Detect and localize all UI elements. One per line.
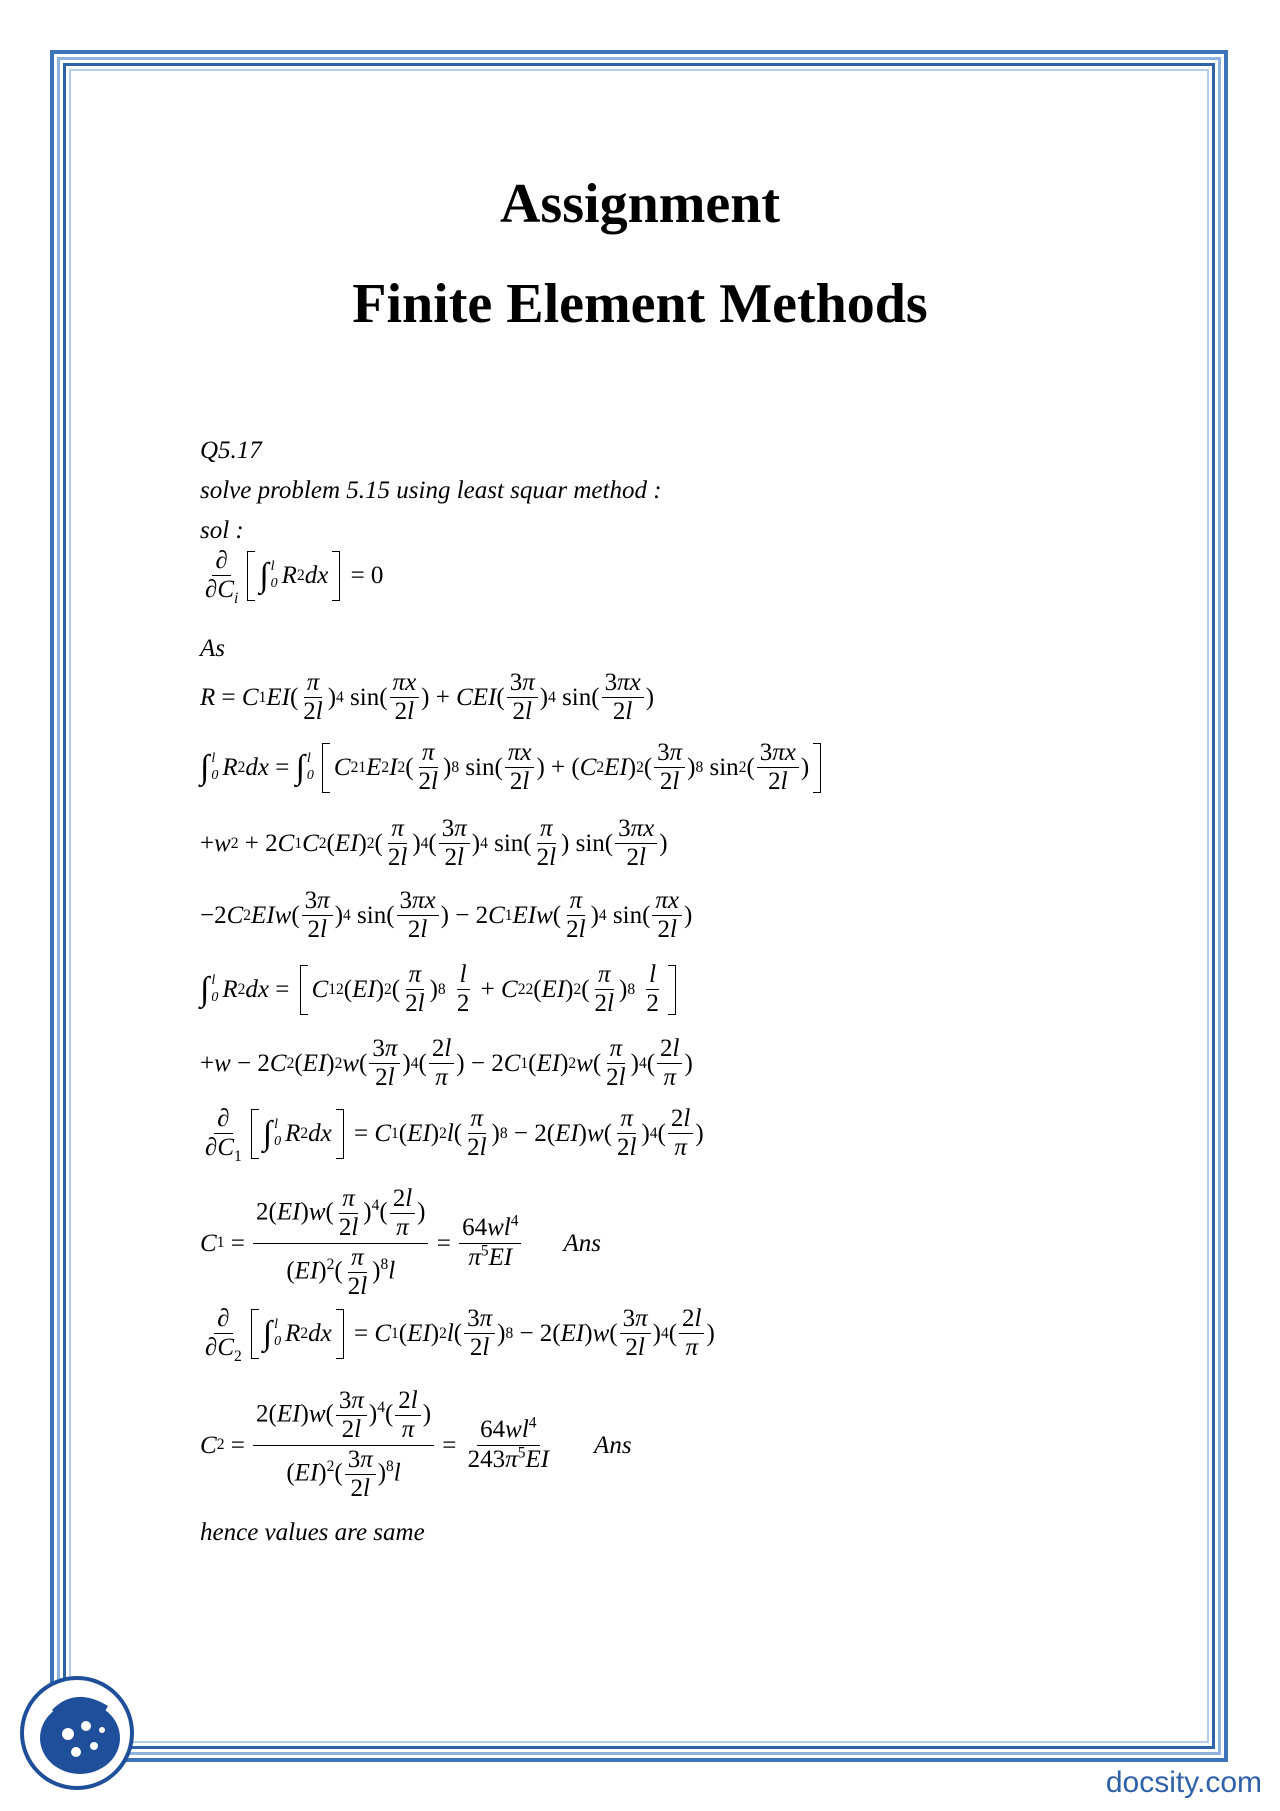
- equation-integral-expansion: ∫ l 0 R 2 dx = ∫ l 0 C 2 1 E 2 I 2 ( $\frac{\pi}{2l}$ ) 8 sin( $\frac{\pi x}{2l}$ ) + ( C 2 EI ) 2 ( $\frac{3\pi}{2l}$ ) 8 sin 2 ( $\frac{3\pi x}{2l}$ ): [200, 740, 825, 796]
- as-label: As: [200, 635, 225, 662]
- answer-label-c1: Ans: [563, 1229, 601, 1257]
- conclusion-text: hence values are same: [200, 1519, 425, 1546]
- equation-integral-result: ∫ l 0 R 2 dx = C 1 2 ( EI ) 2 ( $\frac{\pi}{2l}$ ) 8 $\frac{l}{2}$ + C 2 2 ( EI ) 2 ( $\frac{\pi}{2l}$ ) 8 $\frac{l}{2}$: [200, 962, 680, 1018]
- equation-derivative-c1: $\frac{\partial}{\partial C_1}$ ∫ l 0 R 2 dx = C 1 ( EI ) 2 l ( $\frac{\pi}{2l}$ ) 8 − 2( EI ) w ( $\frac{\pi}{2l}$ ) 4 ( $\frac{2l}{\pi}$ ): [205, 1105, 704, 1166]
- equation-continuation-2: −2 C 2 EIw ( $\frac{3\pi}{2l}$ ) 4 sin( $\frac{3\pi x}{2l}$ ) − 2 C 1 EIw ( $\frac{\pi}{2l}$ ) 4 sin( $\frac{\pi x}{2l}$ ): [200, 887, 693, 944]
- page-subtitle: Finite Element Methods: [352, 273, 928, 335]
- answer-label-c2: Ans: [594, 1431, 632, 1459]
- docsity-ladybug-logo-icon[interactable]: [20, 1676, 134, 1790]
- question-statement: solve problem 5.15 using least squar method :: [200, 477, 662, 504]
- equation-residual: R = C 1 EI ( $\frac{\pi}{2l}$ ) 4 sin( $\frac{\pi x}{2l}$ ) + CEI ( $\frac{3\pi}{2l}$ ) 4 sin( $\frac{3\pi x}{2l}$ ): [200, 669, 655, 726]
- equation-c2-result: C 2 = 2(EI)w( $\frac{3\pi}{2l}$ )$^4$( $\frac{2l}{\pi}$ ) (EI)$^2$( $\frac{3\pi}{2l}$ )$^8$l = $\frac{64wl^4}{243\pi^5EI}$ Ans: [200, 1387, 632, 1502]
- sol-label: sol :: [200, 517, 244, 544]
- page-title: Assignment: [499, 173, 781, 235]
- equation-minimize: $\frac{\partial}{\partial C_i}$ ∫ l 0 R 2 dx = 0: [205, 547, 384, 608]
- question-id: Q5.17: [200, 437, 262, 464]
- equation-c1-result: C 1 = 2(EI)w( $\frac{\pi}{2l}$ )$^4$( $\frac{2l}{\pi}$ ) (EI)$^2$( $\frac{\pi}{2l}$ )$^8$l = $\frac{64wl^4}{\pi^5EI}$ Ans: [200, 1185, 601, 1300]
- docsity-watermark-link[interactable]: docsity.com: [1105, 1766, 1262, 1799]
- equation-derivative-c2: $\frac{\partial}{\partial C_2}$ ∫ l 0 R 2 dx = C 1 ( EI ) 2 l ( $\frac{3\pi}{2l}$ ) 8 − 2( EI ) w ( $\frac{3\pi}{2l}$ ) 4 ( $\frac{2l}{\pi}$ ): [205, 1305, 715, 1366]
- equation-continuation-3: + w − 2 C 2 ( EI ) 2 w ( $\frac{3\pi}{2l}$ ) 4 ( $\frac{2l}{\pi}$ ) − 2 C 1 ( EI ) 2 w ( $\frac{\pi}{2l}$ ) 4 ( $\frac{2l}{\pi}$ ): [200, 1035, 693, 1092]
- equation-continuation-1: + w 2 + 2 C 1 C 2 ( EI ) 2 ( $\frac{\pi}{2l}$ ) 4 ( $\frac{3\pi}{2l}$ ) 4 sin( $\frac{\pi}{2l}$ ) sin( $\frac{3\pi x}{2l}$ ): [200, 815, 668, 872]
